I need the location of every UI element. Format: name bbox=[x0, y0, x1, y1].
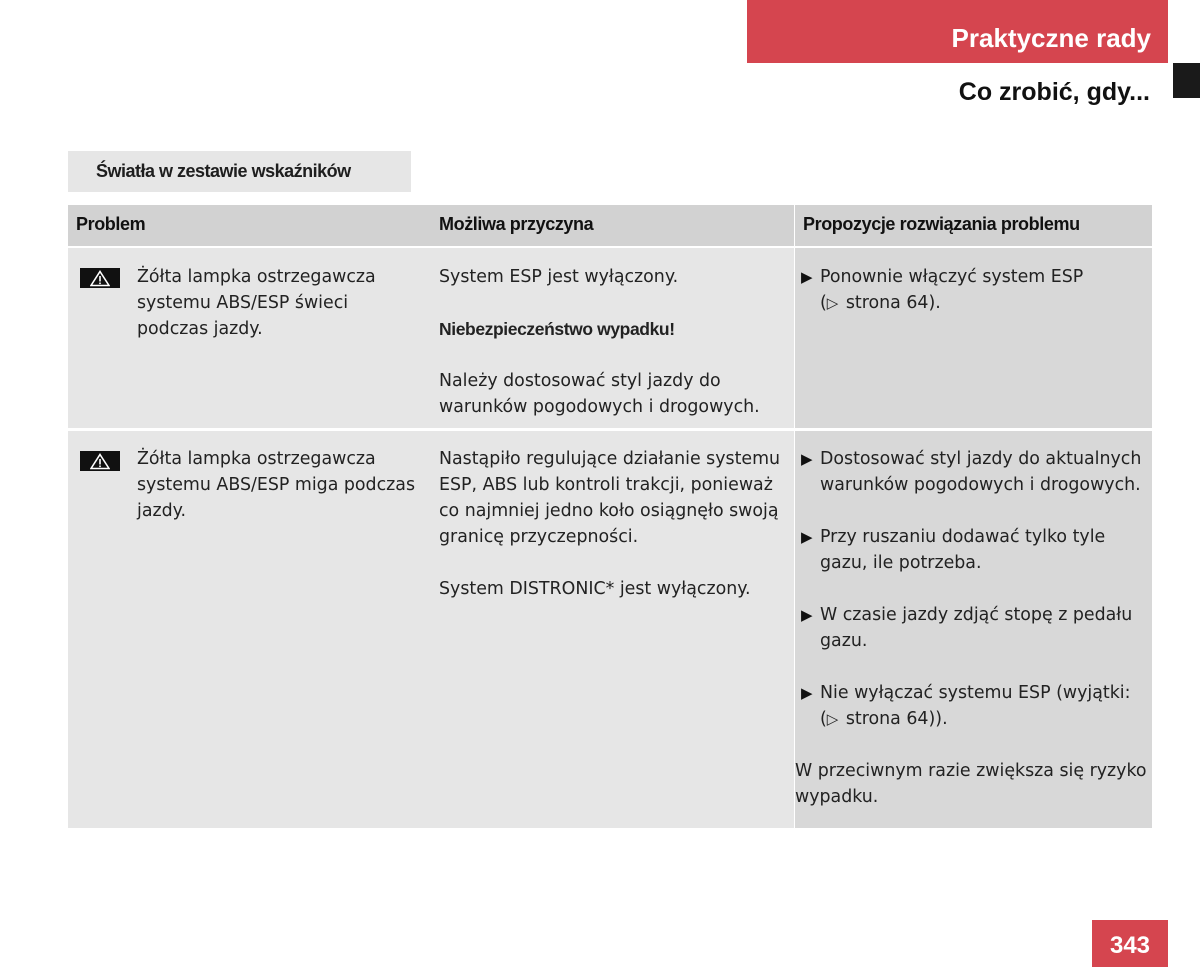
solution-item bbox=[801, 602, 1151, 654]
column-header-solution: Propozycje rozwiązania problemu bbox=[795, 205, 1152, 246]
solution-text: W czasie jazdy zdjąć stopę z pedału gazu. bbox=[820, 605, 1133, 651]
cause-text: Nastąpiło regulujące działanie systemu ESP, ABS lub kontroli trakcji, ponieważ co najmniej jedno koło osiągnęło swoją granicę przyczepności. bbox=[439, 449, 781, 547]
page-reference-link[interactable]: strona 64). bbox=[845, 293, 941, 313]
section-title: Co zrobić, gdy... bbox=[958, 78, 1150, 106]
cause-text: System DISTRONIC* jest wyłączony. bbox=[439, 579, 751, 599]
bullet-arrow-icon: ▶ bbox=[801, 528, 813, 546]
thumb-index-marker bbox=[1173, 63, 1200, 98]
page-reference-link[interactable]: strona 64)). bbox=[845, 709, 948, 729]
solution-cell bbox=[795, 248, 1152, 428]
problem-text: Żółta lampka ostrzegawcza systemu ABS/ESP świeci podczas jazdy. bbox=[137, 267, 376, 339]
table-caption: Światła w zestawie wskaźników bbox=[68, 151, 411, 192]
cause-cell bbox=[431, 431, 794, 828]
solution-item bbox=[801, 446, 1151, 498]
problem-text: Żółta lampka ostrzegawcza systemu ABS/ESP miga podczas jazdy. bbox=[137, 449, 416, 521]
risk-note: W przeciwnym razie zwiększa się ryzyko wypadku. bbox=[795, 761, 1147, 807]
solution-text: Ponownie włączyć system ESP bbox=[820, 267, 1084, 287]
column-header-problem: Problem bbox=[68, 205, 431, 246]
bullet-arrow-icon: ▶ bbox=[801, 450, 813, 468]
cause-advice: Należy dostosować styl jazdy do warunków pogodowych i drogowych. bbox=[439, 371, 760, 417]
solution-text: Przy ruszaniu dodawać tylko tyle gazu, ile potrzeba. bbox=[820, 527, 1106, 573]
table-header bbox=[68, 205, 1152, 246]
chapter-tab: Praktyczne rady bbox=[747, 0, 1168, 63]
solution-item: ▶ Ponownie włączyć system ESP (▷ strona 64). bbox=[801, 264, 1151, 316]
problem-cell bbox=[68, 248, 431, 428]
solution-cell bbox=[795, 431, 1152, 828]
warning-triangle-icon bbox=[80, 268, 120, 288]
problem-cell bbox=[68, 431, 431, 828]
solution-item bbox=[801, 524, 1151, 576]
table-row bbox=[68, 431, 1152, 828]
page-reference-icon: ▷ bbox=[826, 710, 839, 728]
bullet-arrow-icon: ▶ bbox=[801, 684, 813, 702]
table-row bbox=[68, 248, 1152, 428]
solution-item: ▶ Nie wyłączać systemu ESP (wyjątki: (▷ strona 64)). bbox=[801, 680, 1151, 732]
bullet-arrow-icon: ▶ bbox=[801, 268, 813, 286]
bullet-arrow-icon: ▶ bbox=[801, 606, 813, 624]
column-header-cause: Możliwa przyczyna bbox=[431, 205, 794, 246]
page-reference-icon: ▷ bbox=[826, 294, 839, 312]
solution-text: Nie wyłączać systemu ESP (wyjątki: bbox=[820, 683, 1131, 703]
page-number: 343 bbox=[1092, 920, 1168, 967]
cause-text: System ESP jest wyłączony. bbox=[439, 267, 679, 287]
accident-warning: Niebezpieczeństwo wypadku! bbox=[439, 319, 675, 339]
solution-text: Dostosować styl jazdy do aktualnych warunków pogodowych i drogowych. bbox=[820, 449, 1142, 495]
cause-cell bbox=[431, 248, 794, 428]
warning-triangle-icon bbox=[80, 451, 120, 471]
